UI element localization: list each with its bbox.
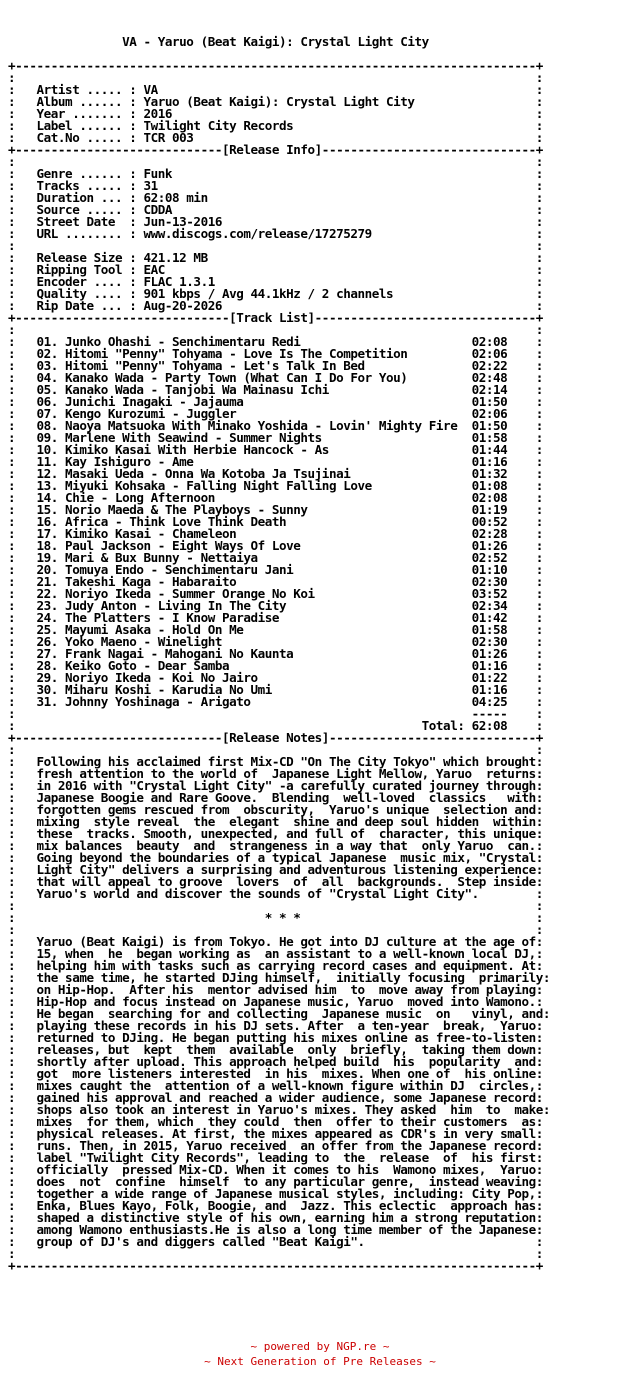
footer-powered-by: ~ powered by NGP.re ~ bbox=[250, 1340, 390, 1353]
footer-tagline: ~ Next Generation of Pre Releases ~ bbox=[204, 1355, 436, 1368]
page-title: VA - Yaruo (Beat Kaigi): Crystal Light City bbox=[8, 34, 429, 49]
nfo-text: VA - Yaruo (Beat Kaigi): Crystal Light City +-------------------------------------------------------------------------+ : : : Artist ..... : VA : : Album ...... : Yaruo (Beat Kaigi): Crystal Light City : : Year ....... : 2016 : : Label ...... : Twilight City Records : : Cat.No ..... : TCR 003 : +-----------------------------[Release Info]------------------------------+ : : : Genre ...... : Funk : : Tracks ..... : 31 : : Duration ... : 62:08 min : : Source ..... : CDDA : : Street Date : Jun-13-2016 : : URL ........ : www.discogs.com/release/17275279 : : : : Release Size : 421.12 MB : : Ripping Tool : EAC : : Encoder .... : FLAC 1.3.1 : : Quality .... : 901 kbps / Avg 44.1kHz / 2 channels : : Rip Date ... : Aug-20-2026 : +------------------------------[Track List]-------------------------------+ : : : 01. Junko Ohashi - Senchimentaru Redi 02:08 : : 02. Hitomi "Penny" Tohyama - Love Is The Competition 02:06 : : 03. Hitomi "Penny" Tohyama - Let's Talk In Bed 02:22 : : 04. Kanako Wada - Party Town (What Can I Do For You) 02:48 : : 05. Kanako Wada - Tanjobi Wa Mainasu Ichi 02:14 : : 06. Junichi Inagaki - Jajauma 01:50 : : 07. Kengo Kurozumi - Juggler 02:06 : : 08. Naoya Matsuoka With Minako Yoshida - Lovin' Mighty Fire 01:50 : : 09. Marlene With Seawind - Summer Nights 01:58 : : 10. Kimiko Kasai With Herbie Hancock - As 01:44 : : 11. Kay Ishiguro - Ame 01:16 : : 12. Masaki Ueda - Onna Wa Kotoba Ja Tsujinai 01:32 : : 13. Miyuki Kohsaka - Falling Night Falling Love 01:08 : : 14. Chie - Long Afternoon 02:08 : : 15. Norio Maeda & The Playboys - Sunny 01:19 : : 16. Africa - Think Love Think Death 00:52 : : 17. Kimiko Kasai - Chameleon 02:28 : : 18. Paul Jackson - Eight Ways Of Love 01:26 : : 19. Mari & Bux Bunny - Nettaiya 02:52 : : 20. Tomuya Endo - Senchimentaru Jani 01:10 : : 21. Takeshi Kaga - Habaraito 02:30 : : 22. Noriyo Ikeda - Summer Orange No Koi 03:52 : : 23. Judy Anton - Living In The City 02:34 : : 24. The Platters - I Know Paradise 01:42 : : 25. Mayumi Asaka - Hold On Me 01:58 : : 26. Yoko Maeno - Winelight 02:30 : : 27. Frank Nagai - Mahogani No Kaunta 01:26 : : 28. Keiko Goto - Dear Samba 01:16 : : 29. Noriyo Ikeda - Koi No Jairo 01:22 : : 30. Miharu Koshi - Karudia No Umi 01:16 : : 31. Johnny Yoshinaga - Arigato 04:25 : : ----- : : Total: 62:08 : +-----------------------------[Release Notes]-----------------------------+ : : : Following his acclaimed first Mix-CD "On The City Tokyo" which brought: : fresh attention to the world of Japanese Light Mellow, Yaruo returns: : in 2016 with "Crystal Light City" -a carefully curated journey through: : Japanese Boogie and Rare Goove. Blending well-loved classics with: : forgotten gems rescued from obscurity, Yaruo's unique selection and: : mixing style reveal the elegant shine and deep soul hidden within: : these tracks. Smooth, unexpected, and full of character, this unique: : mix balances beauty and strangeness in a way that only Yaruo can.: : Going beyond the boundaries of a typical Japanese music mix, "Crystal: : Light City" delivers a surprising and adventurous listening experience: : that will appeal to groove lovers of all backgrounds. Step inside: : Yaruo's world and discover the sounds of "Crystal Light City". : : : : * * * : : : : Yaruo (Beat Kaigi) is from Tokyo. He got into DJ culture at the age of: : 15, when he began working as an assistant to a well-known local DJ,: : helping him with tasks such as carrying record cases and equipment. At: : the same time, he started DJing himself, initially focusing primarily: : on Hip-Hop. After his mentor advised him to move away from playing: : Hip-Hop and focus instead on Japanese music, Yaruo moved into Wamono.: : He began searching for and collecting Japanese music on vinyl, and: : playing these records in his DJ sets. After a ten-year break, Yaruo: : returned to DJing. He began putting his mixes online as free-to-listen: : releases, but kept them available only briefly, taking them down: : shortly after upload. This approach helped build his popularity and: : got more listeners interested in his mixes. When one of his online: : mixes caught the attention of a well-known figure within DJ circles,: : gained his approval and reached a wider audience, some Japanese record: : shops also took an interest in Yaruo's mixes. They asked him to make: : mixes for them, which they could then offer to their customers as: : physical releases. At first, the mixes appeared as CDR's in very small: : runs. Then, in 2015, Yaruo received an offer from the Japanese record: : label "Twilight City Records", leading to the release of his first: : officially pressed Mix-CD. When it comes to his Wamono mixes, Yaruo: : does not confine himself to any particular genre, instead weaving: : together a wide range of Japanese musical styles, including: City Pop,: : Enka, Blues Kayo, Folk, Boogie, and Jazz. This eclectic approach has: : shaped a distinctive style of his own, earning him a strong reputation: : among Wamono enthusiasts.He is also a long time member of the Japanese: : group of DJ's and diggers called "Beat Kaigi". : : : +-------------------------------------------------------------------------+ bbox=[8, 34, 551, 1273]
